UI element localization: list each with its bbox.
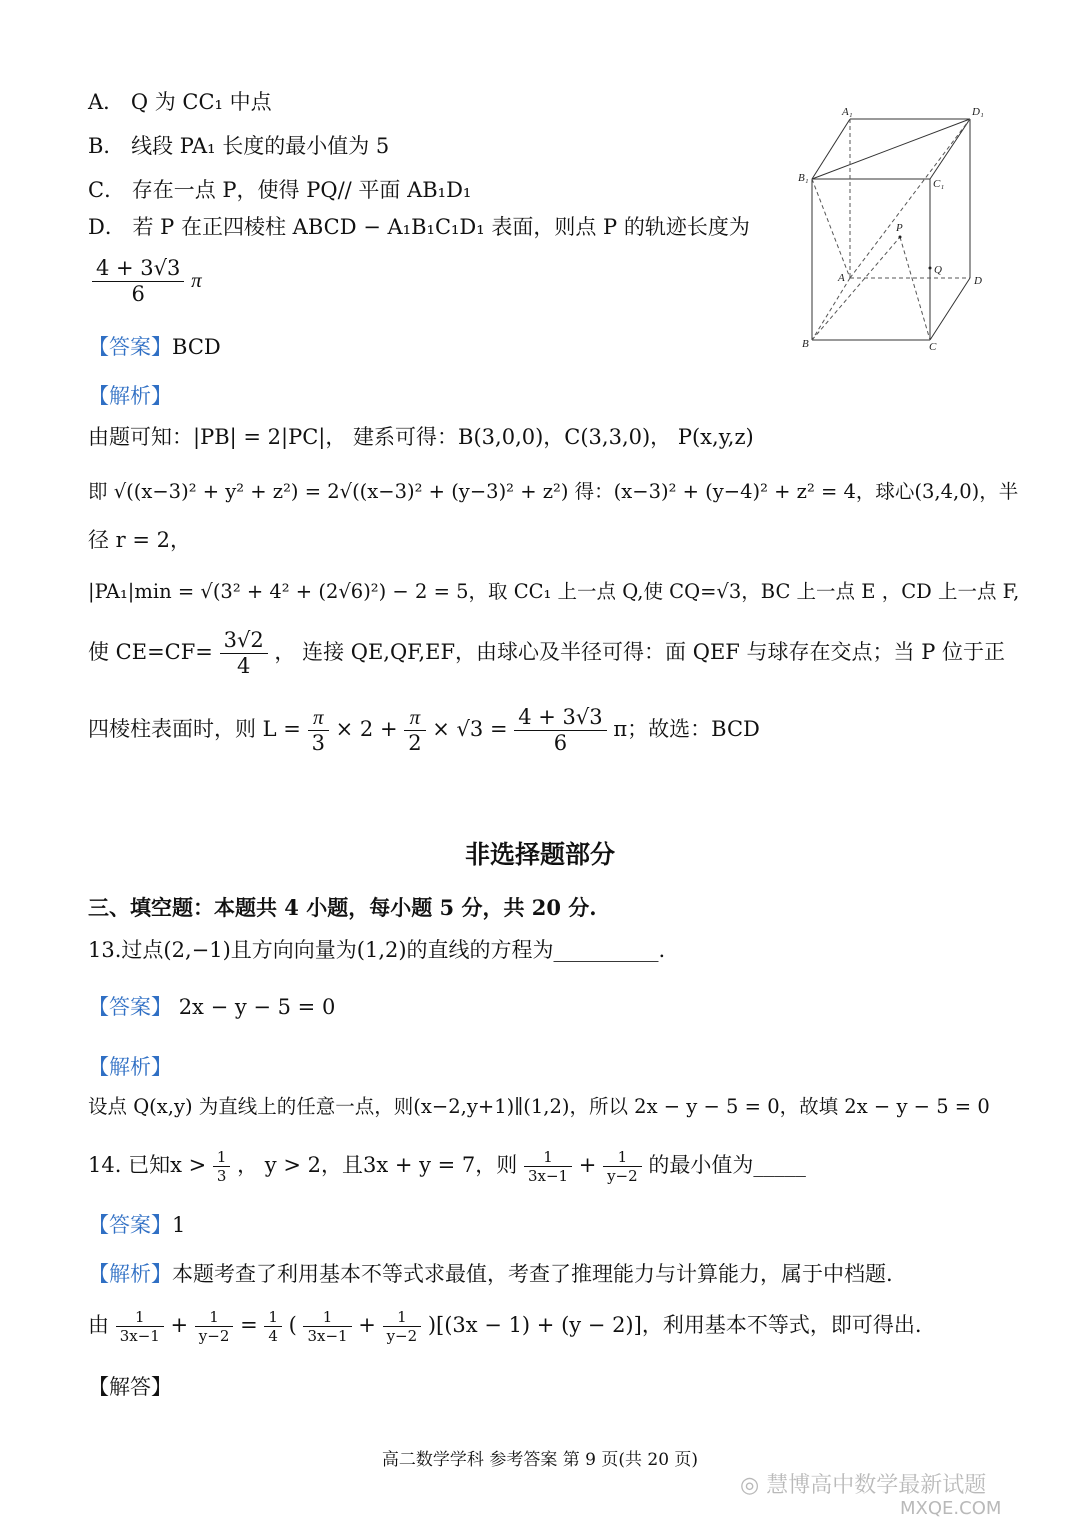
prism-figure [790,100,1000,355]
q13-answer-tag: 【答案】 [88,995,172,1019]
q14-l2-f5-num: 1 [383,1308,422,1327]
q14-l2-f4-num: 1 [303,1308,351,1327]
q12-line5 [88,628,1005,679]
watermark-text: 慧博高中数学最新试题 [766,1473,987,1498]
q12-f2-den: 2 [408,731,422,756]
q12-f3-num: 4 + 3√3 [514,705,606,731]
label-q: Q [934,264,942,276]
label-d: D [974,275,982,287]
section-heading: 三、填空题：本题共 4 小题，每小题 5 分，共 20 分. [88,895,597,920]
q14-l2-f3-den: 4 [268,1327,278,1345]
q12-f2-num: π [404,705,425,731]
q14-l2-f3-num: 1 [264,1308,282,1327]
q12-f1-den: 3 [311,731,325,756]
q12-line2: 即 √((x−3)² + y² + z²) = 2√((x−3)² + (y−3)² + z²) 得：(x−3)² + (y−4)² + z² = 4，球心(3,4,0)，半 [88,480,1019,503]
watermark-site: MXQE.COM [900,1498,1002,1519]
option-c: C． 存在一点 P，使得 PQ// 平面 AB₁D₁ [88,178,472,202]
point-q [929,267,932,270]
q14-l2-plus2: + [358,1313,383,1337]
q14-frac2-num: 1 [524,1148,572,1167]
q14-l2-plus: + [170,1313,195,1337]
option-d: D． 若 P 在正四棱柱 ABCD − A₁B₁C₁D₁ 表面，则点 P 的轨迹长度为 [88,215,750,239]
q14-question-mid: ， y > 2，且3x + y = 7，则 [237,1153,518,1177]
q12-line6 [88,705,760,756]
q14-question [88,1148,806,1185]
q14-l2-f4-den: 3x−1 [307,1327,348,1345]
q12-line5-post: ， 连接 QE,QF,EF，由球心及半径可得：面 QEF 与球存在交点；当 P 位于正 [274,640,1005,665]
page-footer: 高二数学学科 参考答案 第 9 页(共 20 页) [381,1450,699,1470]
q14-frac1-den: 3 [216,1167,227,1185]
q14-question-post: 的最小值为_____ [648,1153,806,1177]
q13-question: 13.过点(2,−1)且方向向量为(1,2)的直线的方程为__________. [88,938,666,962]
q12-line5-pre: 使 CE=CF= [88,640,213,665]
q12-answer-tag: 【答案】 [88,335,172,359]
q14-plus: + [578,1153,604,1177]
q14-analysis [88,1262,893,1287]
q12-f1-num: π [308,705,329,731]
q13-analysis-tag: 【解析】 [88,1055,172,1079]
option-d-denominator: 6 [131,282,145,307]
q14-analysis-tag: 【解析】 [88,1262,172,1286]
option-d-numerator: 4 + 3√3 [92,256,184,282]
line-bp-hidden [812,237,900,340]
edge-a1b1 [812,119,850,179]
q12-analysis-tag: 【解析】 [88,384,172,408]
line-pc-hidden [900,237,930,340]
q12-line6-mid2: × √3 = [432,717,515,742]
label-c1: C₁ [933,178,945,190]
q14-l2-f1-den: 3x−1 [119,1327,160,1345]
q14-l2-f2-den: y−2 [198,1327,230,1345]
q14-l2-f1-num: 1 [116,1308,164,1327]
q14-analysis-text: 本题考查了利用基本不等式求最值，考查了推理能力与计算能力，属于中档题. [172,1262,893,1286]
edge-cd [930,278,970,340]
q12-line5-num: 3√2 [220,628,268,654]
q12-line4: |PA₁|min = √(3² + 4² + (2√6)²) − 2 = 5，取 CC₁ 上一点 Q,使 CQ=√3，BC 上一点 E ，CD 上一点 F, [88,580,1020,603]
q14-answer-value: 1 [172,1213,186,1237]
q14-solution-tag: 【解答】 [88,1375,172,1399]
q14-line2-pre: 由 [88,1313,109,1337]
label-p: P [896,222,903,234]
q14-line2 [88,1308,922,1345]
q13-answer [88,995,335,1020]
q12-answer-value: BCD [172,335,221,359]
q14-l2-post: )[(3x − 1) + (y − 2)]，利用基本不等式，即可得出. [427,1313,922,1337]
diag-b1a-hidden [812,179,850,278]
option-b: B． 线段 PA₁ 长度的最小值为 5 [88,134,390,158]
section-title: 非选择题部分 [464,840,615,869]
label-a1: A₁ [842,106,853,118]
edge-ab-hidden [812,278,850,340]
q14-l2-f2-num: 1 [195,1308,234,1327]
q13-analysis: 设点 Q(x,y) 为直线上的任意一点，则(x−2,y+1)∥(1,2)，所以 2x − y − 5 = 0，故填 2x − y − 5 = 0 [88,1095,990,1118]
q14-l2-open: ( [288,1313,297,1337]
q12-line6-pre: 四棱柱表面时，则 L = [88,717,308,742]
q12-line6-mid1: × 2 + [335,717,405,742]
q12-line6-post: π；故选：BCD [613,717,760,742]
label-b1: B₁ [798,172,809,184]
label-a: A [838,272,845,284]
option-d-pi: π [191,268,202,293]
q12-f3-den: 6 [553,731,568,756]
q14-frac2-den: 3x−1 [527,1167,569,1185]
diag-b1d1 [812,119,970,179]
q14-frac1-num: 1 [213,1148,231,1167]
q12-answer [88,335,221,360]
q14-frac3-num: 1 [603,1148,642,1167]
q14-frac3-den: y−2 [607,1167,638,1185]
q12-line5-den: 4 [236,654,251,679]
edge-d1c1 [930,119,970,179]
q14-l2-eq: = [240,1313,265,1337]
option-d-fraction [92,256,202,307]
watermark [740,1468,986,1499]
option-a: A． Q 为 CC₁ 中点 [88,90,272,114]
q12-line1: 由题可知：|PB| = 2|PC|， 建系可得：B(3,0,0)，C(3,3,0)， P(x,y,z) [88,425,754,449]
wechat-icon: ◎ [740,1473,760,1498]
label-d1: D₁ [972,106,984,118]
q14-answer [88,1213,185,1238]
q14-answer-tag: 【答案】 [88,1213,172,1237]
label-b: B [802,338,809,350]
q12-line3: 径 r = 2， [88,528,192,552]
diag-ad1-hidden [850,119,970,278]
point-p [899,236,902,239]
q14-question-pre: 14. 已知x > [88,1153,207,1177]
q14-l2-f5-den: y−2 [386,1327,418,1345]
q13-answer-value: 2x − y − 5 = 0 [178,995,336,1019]
label-c: C [929,341,937,353]
